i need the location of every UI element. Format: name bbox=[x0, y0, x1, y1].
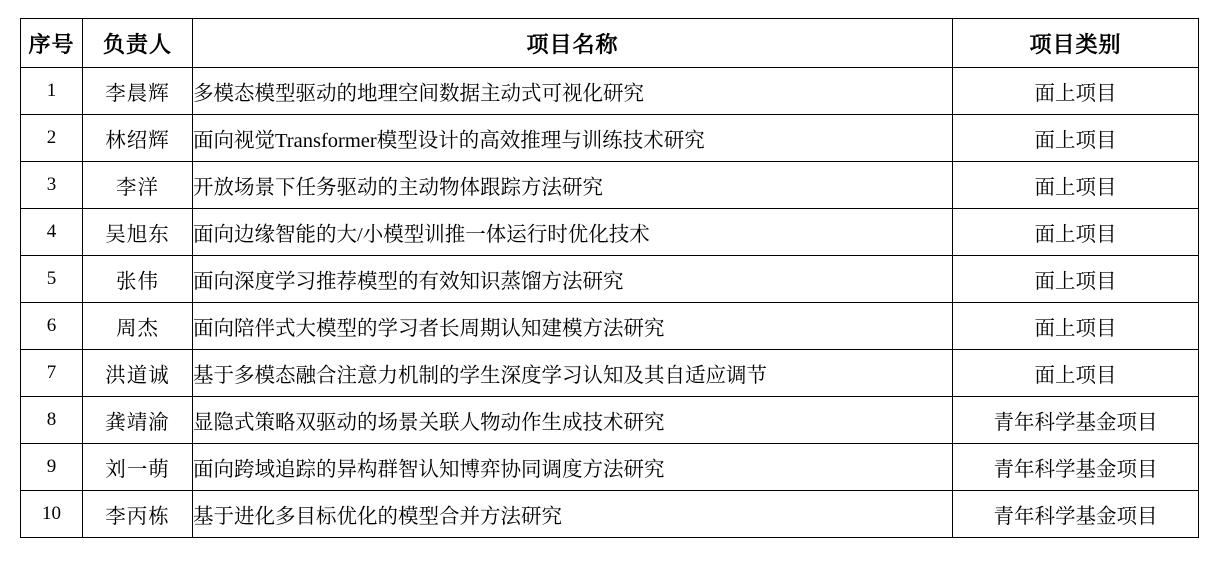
cell-index: 4 bbox=[21, 209, 83, 256]
cell-project-type: 面上项目 bbox=[953, 115, 1199, 162]
cell-project-type: 青年科学基金项目 bbox=[953, 491, 1199, 538]
cell-leader: 刘一萌 bbox=[83, 444, 193, 491]
cell-leader: 周杰 bbox=[83, 303, 193, 350]
cell-index: 8 bbox=[21, 397, 83, 444]
column-header-index: 序号 bbox=[21, 19, 83, 68]
cell-project-name: 开放场景下任务驱动的主动物体跟踪方法研究 bbox=[193, 162, 953, 209]
table-row bbox=[21, 444, 1199, 491]
cell-project-name: 显隐式策略双驱动的场景关联人物动作生成技术研究 bbox=[193, 397, 953, 444]
table-header-row bbox=[21, 19, 1199, 68]
cell-project-type: 面上项目 bbox=[953, 68, 1199, 115]
cell-project-name: 基于多模态融合注意力机制的学生深度学习认知及其自适应调节 bbox=[193, 350, 953, 397]
cell-project-name: 多模态模型驱动的地理空间数据主动式可视化研究 bbox=[193, 68, 953, 115]
table-row bbox=[21, 162, 1199, 209]
cell-index: 7 bbox=[21, 350, 83, 397]
cell-index: 2 bbox=[21, 115, 83, 162]
column-header-leader: 负责人 bbox=[83, 19, 193, 68]
column-header-name: 项目名称 bbox=[193, 19, 953, 68]
cell-project-type: 青年科学基金项目 bbox=[953, 397, 1199, 444]
table-row bbox=[21, 68, 1199, 115]
table-row bbox=[21, 256, 1199, 303]
cell-project-name: 面向陪伴式大模型的学习者长周期认知建模方法研究 bbox=[193, 303, 953, 350]
cell-project-name: 基于进化多目标优化的模型合并方法研究 bbox=[193, 491, 953, 538]
cell-project-type: 青年科学基金项目 bbox=[953, 444, 1199, 491]
table-row bbox=[21, 491, 1199, 538]
cell-project-type: 面上项目 bbox=[953, 256, 1199, 303]
cell-index: 6 bbox=[21, 303, 83, 350]
cell-project-name: 面向深度学习推荐模型的有效知识蒸馏方法研究 bbox=[193, 256, 953, 303]
cell-project-type: 面上项目 bbox=[953, 303, 1199, 350]
cell-project-name: 面向跨域追踪的异构群智认知博弈协同调度方法研究 bbox=[193, 444, 953, 491]
cell-leader: 吴旭东 bbox=[83, 209, 193, 256]
cell-leader: 李丙栋 bbox=[83, 491, 193, 538]
cell-index: 5 bbox=[21, 256, 83, 303]
table-row bbox=[21, 115, 1199, 162]
cell-leader: 李晨辉 bbox=[83, 68, 193, 115]
table-row bbox=[21, 350, 1199, 397]
table-row bbox=[21, 209, 1199, 256]
column-header-type: 项目类别 bbox=[953, 19, 1199, 68]
cell-leader: 林绍辉 bbox=[83, 115, 193, 162]
table-row bbox=[21, 397, 1199, 444]
cell-index: 1 bbox=[21, 68, 83, 115]
table-body bbox=[21, 68, 1199, 538]
cell-project-name: 面向边缘智能的大/小模型训推一体运行时优化技术 bbox=[193, 209, 953, 256]
cell-index: 9 bbox=[21, 444, 83, 491]
cell-project-type: 面上项目 bbox=[953, 209, 1199, 256]
cell-project-name: 面向视觉Transformer模型设计的高效推理与训练技术研究 bbox=[193, 115, 953, 162]
cell-leader: 李洋 bbox=[83, 162, 193, 209]
table-header bbox=[21, 19, 1199, 68]
cell-leader: 洪道诚 bbox=[83, 350, 193, 397]
project-table bbox=[20, 18, 1199, 538]
cell-project-type: 面上项目 bbox=[953, 162, 1199, 209]
cell-project-type: 面上项目 bbox=[953, 350, 1199, 397]
cell-leader: 张伟 bbox=[83, 256, 193, 303]
table-row bbox=[21, 303, 1199, 350]
cell-leader: 龚靖渝 bbox=[83, 397, 193, 444]
cell-index: 10 bbox=[21, 491, 83, 538]
cell-index: 3 bbox=[21, 162, 83, 209]
